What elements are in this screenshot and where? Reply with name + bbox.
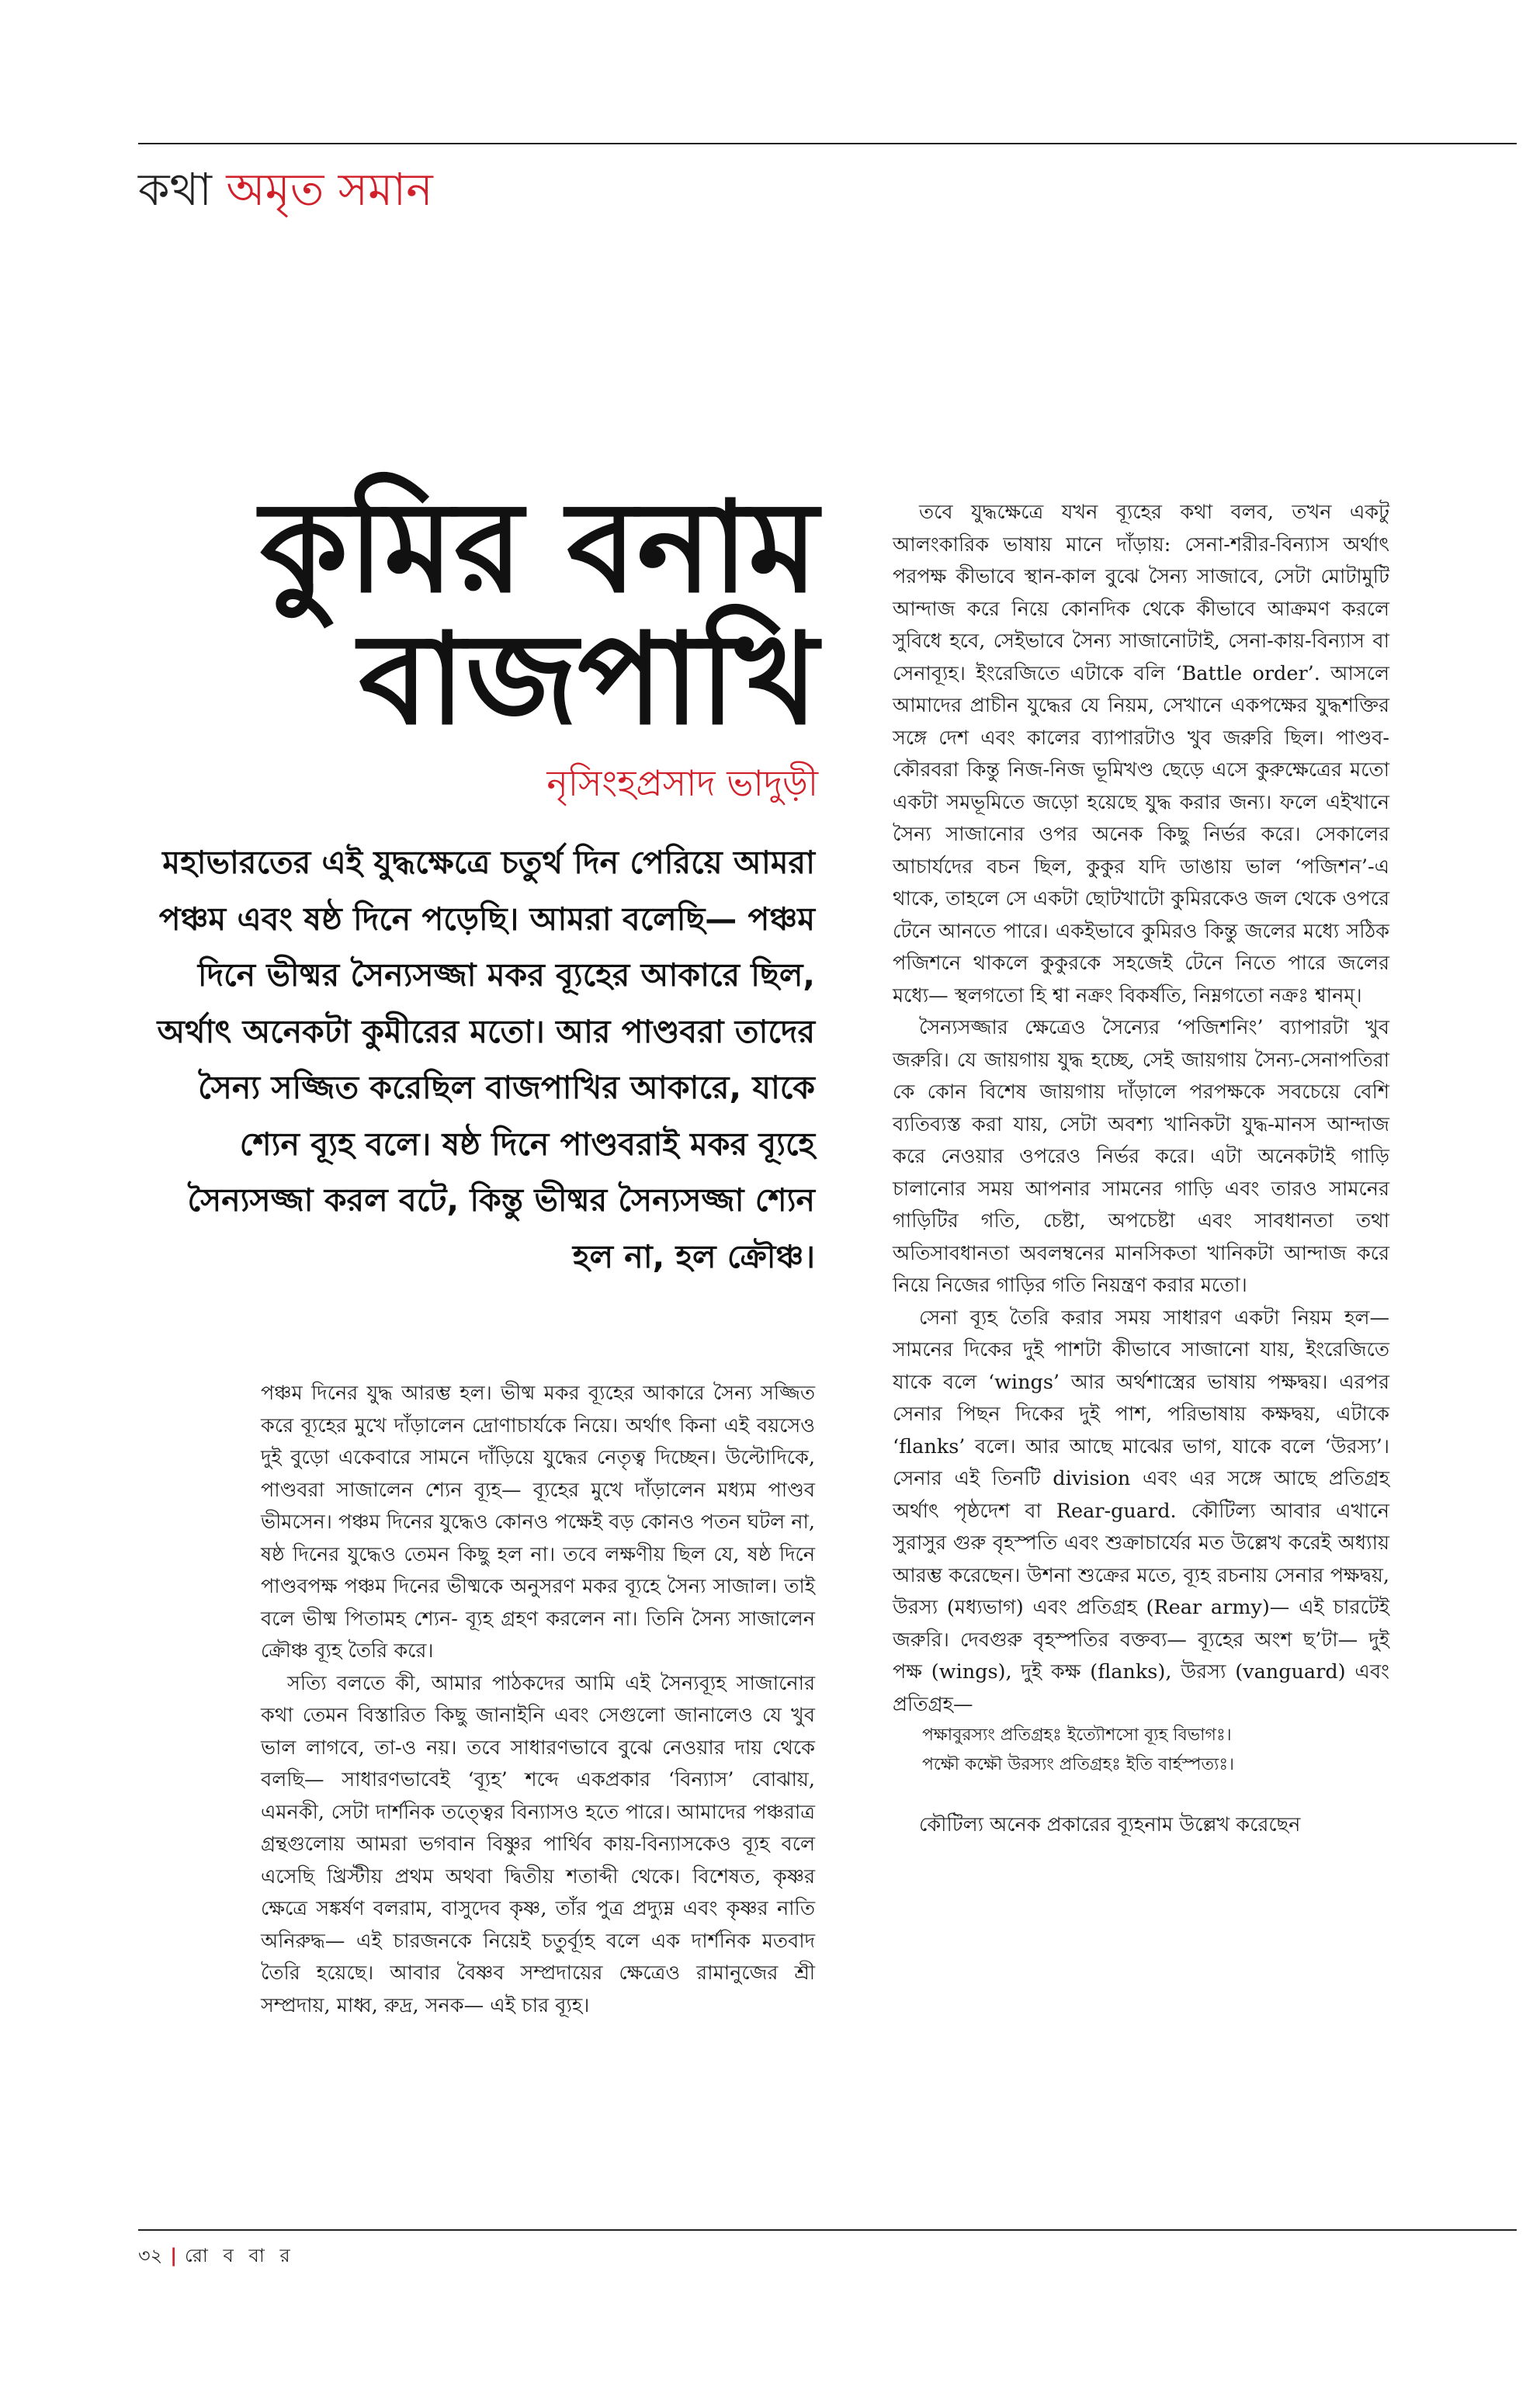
bottom-rule — [138, 2229, 1517, 2231]
magazine-name: রো ব বা র — [184, 2245, 295, 2266]
lead-paragraph — [140, 834, 815, 1285]
body-paragraph-continued: কৌটিল্য অনেক প্রকারের ব্যূহনাম উল্লেখ করেছেন — [919, 1813, 1301, 1836]
body-paragraph: তবে যুদ্ধক্ষেত্রে যখন ব্যূহের কথা বলব, তখন একটু আলংকারিক ভাষায় মানে দাঁড়ায়: সেনা-শরীর-বিন্যাস অর্থাৎ পরপক্ষ কীভাবে স্থান-কাল বুঝে সৈন্য সাজাবে, সেটা মোটামুটি আন্দাজ করে নিয়ে কোনদিক থেকে কীভাবে আক্রমণ করলে সুবিধে হবে, সেইভাবে সৈন্য সাজানোটাই, সেনা-কায়-বিন্যাস বা সেনাব্যূহ। ইংরেজিতে এটাকে বলি ‘Battle order’. আসলে আমাদের প্রাচীন যুদ্ধের যে নিয়ম, সেখানে একপক্ষের যুদ্ধশক্তির সঙ্গে দেশ এবং কালের ব্যাপারটাও খুব জরুরি ছিল। পাণ্ডব-কৌরবরা কিন্তু নিজ-নিজ ভূমিখণ্ড ছেড়ে এসে কুরুক্ষেত্রের মতো একটা সমভূমিতে জড়ো হয়েছে যুদ্ধ করার জন্য। ফলে এইখানে সৈন্য সাজানোর ওপর অনেক কিছু নির্ভর করে। সেকালের আচার্যদের বচন ছিল, কুকুর যদি ডাঙায় ভাল ‘পজিশন’-এ থাকে, তাহলে সে একটা ছোটখাটো কুমিরকেও জল থেকে ওপরে টেনে আনতে পারে। একইভাবে কুমিরও কিন্তু জলের মধ্যে সঠিক পজিশনে থাকলে কুকুরকে সহজেই টেনে নিতে পারে জলের মধ্যে— স্থলগতো হি শ্বা নক্রং বিকর্ষতি, নিম্নগতো নক্রঃ শ্বানম্। — [893, 501, 1389, 1007]
lead-text: মহাভারতের এই যুদ্ধক্ষেত্রে চতুর্থ দিন পেরিয়ে আমরা পঞ্চম এবং ষষ্ঠ দিনে পড়েছি। আমরা বলেছি— পঞ্চম দিনে ভীষ্মর সৈন্যসজ্জা মকর ব্যূহের আকারে ছিল, অর্থাৎ অনেকটা কুমীরের মতো। আর পাণ্ডবরা তাদের সৈন্য সজ্জিত করেছিল বাজপাখির আকারে, যাকে শ্যেন ব্যূহ বলে। ষষ্ঠ দিনে পাণ্ডবরাই মকর ব্যূহে সৈন্যসজ্জা করল বটে, কিন্তু ভীষ্মর সৈন্যসজ্জা শ্যেন হল না, হল ক্রৌঞ্চ। — [157, 844, 815, 1275]
body-column-right — [893, 497, 1389, 1842]
body-paragraph: সেনা ব্যূহ তৈরি করার সময় সাধারণ একটা নিয়ম হল— সামনের দিকের দুই পাশটা কীভাবে সাজানো যায়, ইংরেজিতে যাকে বলে ‘wings’ আর অর্থশাস্ত্রের ভাষায় পক্ষদ্বয়। এরপর সেনার পিছন দিকের দুই পাশ, পরিভাষায় কক্ষদ্বয়, এটাকে ‘flanks’ বলে। আর আছে মাঝের ভাগ, যাকে বলে ‘উরস্য’। সেনার এই তিনটি division এবং এর সঙ্গে আছে প্রতিগ্রহ অর্থাৎ পৃষ্ঠদেশ বা Rear-guard. কৌটিল্য আবার এখানে সুরাসুর গুরু বৃহস্পতি এবং শুক্রাচার্যের মত উল্লেখ করেই অধ্যায় আরম্ভ করেছেন। উশনা শুক্রের মতে, ব্যূহ রচনায় সেনার পক্ষদ্বয়, উরস্য (মধ্যভাগ) এবং প্রতিগ্রহ (Rear army)— এই চারটেই জরুরি। দেবগুরু বৃহস্পতির বক্তব্য— ব্যূহের অংশ ছ’টা— দুই পক্ষ (wings), দুই কক্ষ (flanks), উরস্য (vanguard) এবং প্রতিগ্রহ— — [893, 1306, 1389, 1716]
footer-separator: | — [170, 2245, 177, 2266]
page-footer — [138, 2242, 295, 2273]
body-paragraph: সত্যি বলতে কী, আমার পাঠকদের আমি এই সৈন্যব্যূহ সাজানোর কথা তেমন বিস্তারিত কিছু জানাইনি এবং সেগুলো জানালেও যে খুব ভাল লাগবে, তা-ও নয়। তবে সাধারণভাবে বুঝে নেওয়ার দায় থেকে বলছি— সাধারণভাবেই ‘ব্যূহ’ শব্দে একপ্রকার ‘বিন্যাস’ বোঝায়, এমনকী, সেটা দার্শনিক তত্ত্বের বিন্যাসও হতে পারে। আমাদের পঞ্চরাত্র গ্রন্থগুলোয় আমরা ভগবান বিষ্ণুর পার্থিব কায়-বিন্যাসকেও ব্যূহ বলে এসেছি খ্রিস্টীয় প্রথম অথবা দ্বিতীয় শতাব্দী থেকে। বিশেষত, কৃষ্ণর ক্ষেত্রে সঙ্কর্ষণ বলরাম, বাসুদেব কৃষ্ণ, তাঁর পুত্র প্রদ্যুম্ন এবং কৃষ্ণর নাতি অনিরুদ্ধ— এই চারজনকে নিয়েই চতুর্ব্যূহ বলে এক দার্শনিক মতবাদ তৈরি হয়েছে। আবার বৈষ্ণব সম্প্রদায়ের ক্ষেত্রেও রামানুজের শ্রী সম্প্রদায়, মাধ্ব, রুদ্র, সনক— এই চার ব্যূহ। — [261, 1671, 815, 2017]
author-byline: নৃসিংহপ্রসাদ ভাদুড়ী — [546, 762, 818, 804]
body-paragraph: সৈন্যসজ্জার ক্ষেত্রেও সৈন্যের ‘পজিশনিং’ ব্যাপারটা খুব জরুরি। যে জায়গায় যুদ্ধ হচ্ছে, সেই জায়গায় সৈন্য-সেনাপতিরা কে কোন বিশেষ জায়গায় দাঁড়ালে পরপক্ষকে সবচেয়ে বেশি ব্যতিব্যস্ত করা যায়, সেটা অবশ্য খানিকটা যুদ্ধ-মানস আন্দাজ করে নেওয়ার ওপরেও নির্ভর করে। এটা অনেকটাই গাড়ি চালানোর সময় আপনার সামনের গাড়ি এবং তারও সামনের গাড়িটির গতি, চেষ্টা, অপচেষ্টা এবং সাবধানতা তথা অতিসাবধানতা অবলম্বনের মানসিকতা খানিকটা আন্দাজ করে নিয়ে নিজের গাড়ির গতি নিয়ন্ত্রণ করার মতো। — [893, 1016, 1389, 1297]
section-header-part1: কথা — [138, 163, 212, 216]
top-rule — [138, 143, 1517, 144]
body-paragraph: পঞ্চম দিনের যুদ্ধ আরম্ভ হল। ভীষ্ম মকর ব্যূহের আকারে সৈন্য সজ্জিত করে ব্যূহের মুখে দাঁড়ালেন দ্রোণাচার্যকে নিয়ে। অর্থাৎ কিনা এই বয়সেও দুই বুড়ো একেবারে সামনে দাঁড়িয়ে যুদ্ধের নেতৃত্ব দিচ্ছেন। উল্টোদিকে, পাণ্ডবরা সাজালেন শ্যেন ব্যূহ— ব্যূহের মুখে দাঁড়ালেন মধ্যম পাণ্ডব ভীমসেন। পঞ্চম দিনের যুদ্ধেও কোনও পক্ষেই বড় কোনও পতন ঘটল না, ষষ্ঠ দিনের যুদ্ধেও তেমন কিছু হল না। তবে লক্ষণীয় ছিল যে, ষষ্ঠ দিনে পাণ্ডবপক্ষ পঞ্চম দিনের ভীষ্মকে অনুসরণ মকর ব্যূহে সৈন্য সাজাল। তাই বলে ভীষ্ম পিতামহ শ্যেন- ব্যূহ গ্রহণ করলেন না। তিনি সৈন্য সাজালেন ক্রৌঞ্চ ব্যূহ তৈরি করে। — [261, 1382, 815, 1663]
body-column-left — [261, 1378, 815, 2022]
sanskrit-quote-line: পক্ষৌ কক্ষৌ উরস্যং প্রতিগ্রহঃ ইতি বার্হস্পত্যঃ। — [922, 1755, 1234, 1774]
article-title-line1: কুমির বনাম — [260, 475, 818, 621]
section-header-part2: অমৃত সমান — [226, 163, 433, 216]
article-title-line2: বাজপাখি — [359, 607, 818, 753]
section-header — [138, 155, 433, 231]
page-number: ৩২ — [138, 2245, 163, 2266]
sanskrit-quote-line: পক্ষাবুরস্যং প্রতিগ্রহঃ ইত্যৌশসো ব্যূহ বিভাগঃ। — [922, 1725, 1232, 1745]
